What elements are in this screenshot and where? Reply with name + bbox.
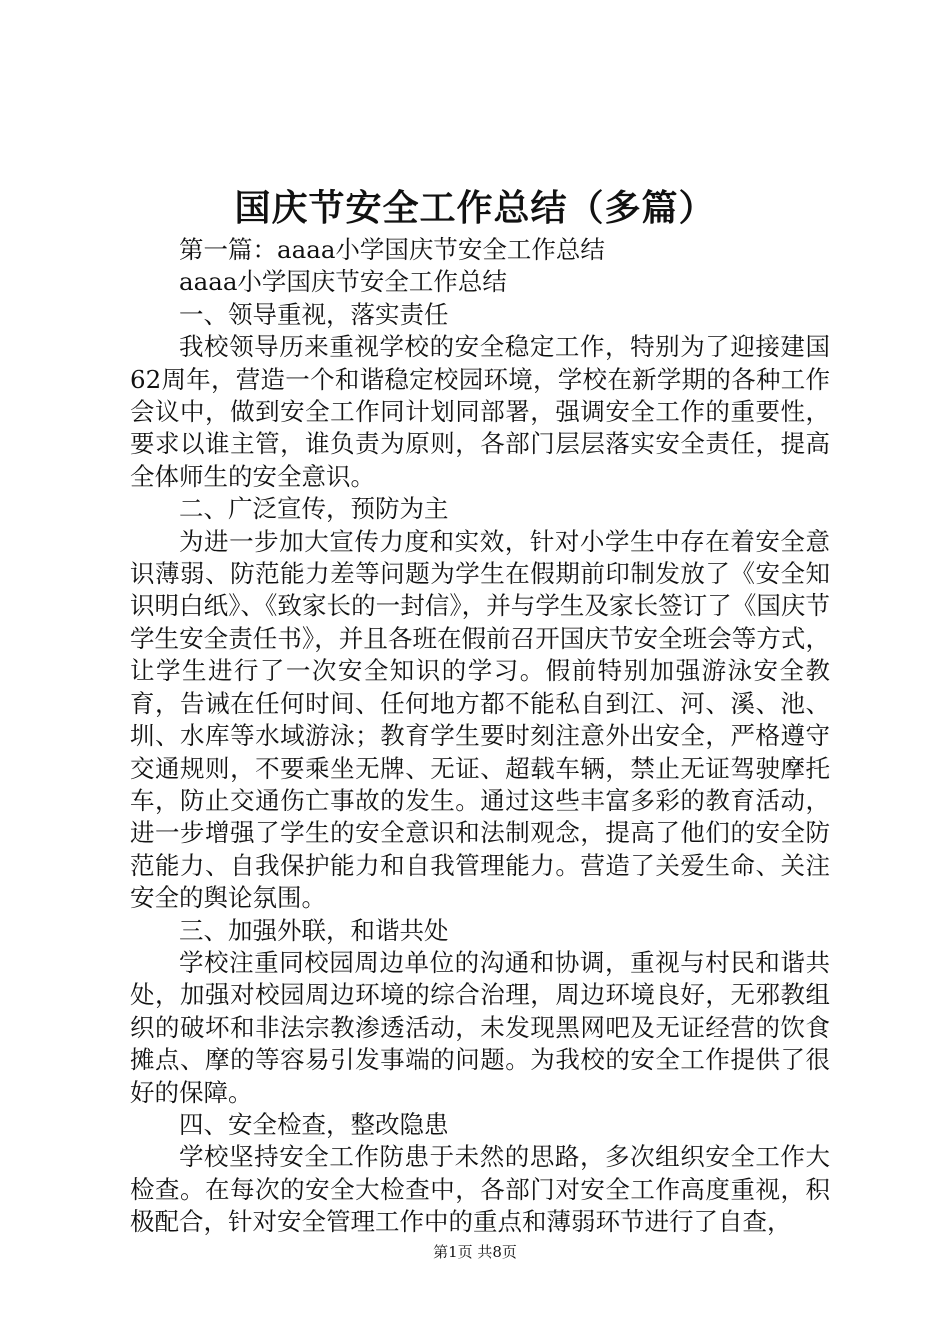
paragraph-4: 学校坚持安全工作防患于未然的思路，多次组织安全工作大检查。在每次的安全大检查中，各部门对安全工作高度重视，积极配合，针对安全管理工作中的重点和薄弱环节进行了自查，	[130, 1142, 830, 1237]
document-title: 国庆节安全工作总结（多篇）	[234, 187, 716, 229]
document-body	[130, 234, 830, 1239]
paragraph-3: 学校注重同校园周边单位的沟通和协调，重视与村民和谐共处，加强对校园周边环境的综合治理，周边环境良好，无邪教组织的破坏和非法宗教渗透活动，未发现黑网吧及无证经营的饮食摊点、摩的等容易引发事端的问题。为我校的安全工作提供了很好的保障。	[130, 947, 830, 1107]
heading-2: 二、广泛宣传，预防为主	[179, 494, 449, 524]
heading-1: 一、领导重视，落实责任	[179, 299, 449, 329]
heading-4: 四、安全检查，整改隐患	[179, 1109, 449, 1139]
subtitle: aaaa小学国庆节安全工作总结	[179, 267, 507, 297]
heading-3: 三、加强外联，和谐共处	[179, 915, 449, 945]
page-number-footer: 第1页 共8页	[433, 1243, 517, 1261]
section-heading-part-one: 第一篇：aaaa小学国庆节安全工作总结	[179, 235, 605, 264]
paragraph-1: 我校领导历来重视学校的安全稳定工作，特别为了迎接建国62周年，营造一个和谐稳定校园环境，学校在新学期的各种工作会议中，做到安全工作同计划同部署，强调安全工作的重要性，要求以谁主管，谁负责为原则，各部门层层落实安全责任，提高全体师生的安全意识。	[130, 332, 830, 491]
paragraph-2: 为进一步加大宣传力度和实效，针对小学生中存在着安全意识薄弱、防范能力差等问题为学生在假期前印制发放了《安全知识明白纸》、《致家长的一封信》，并与学生及家长签订了《国庆节学生安全责任书》，并且各班在假前召开国庆节安全班会等方式，让学生进行了一次安全知识的学习。假前特别加强游泳安全教育，告诫在任何时间、任何地方都不能私自到江、河、溪、池、圳、水库等水域游泳；教育学生要时刻注意外出安全，严格遵守交通规则，不要乘坐无牌、无证、超载车辆，禁止无证驾驶摩托车，防止交通伤亡事故的发生。通过这些丰富多彩的教育活动，进一步增强了学生的安全意识和法制观念，提高了他们的安全防范能力、自我保护能力和自我管理能力。营造了关爱生命、关注安全的舆论氛围。	[130, 526, 830, 913]
